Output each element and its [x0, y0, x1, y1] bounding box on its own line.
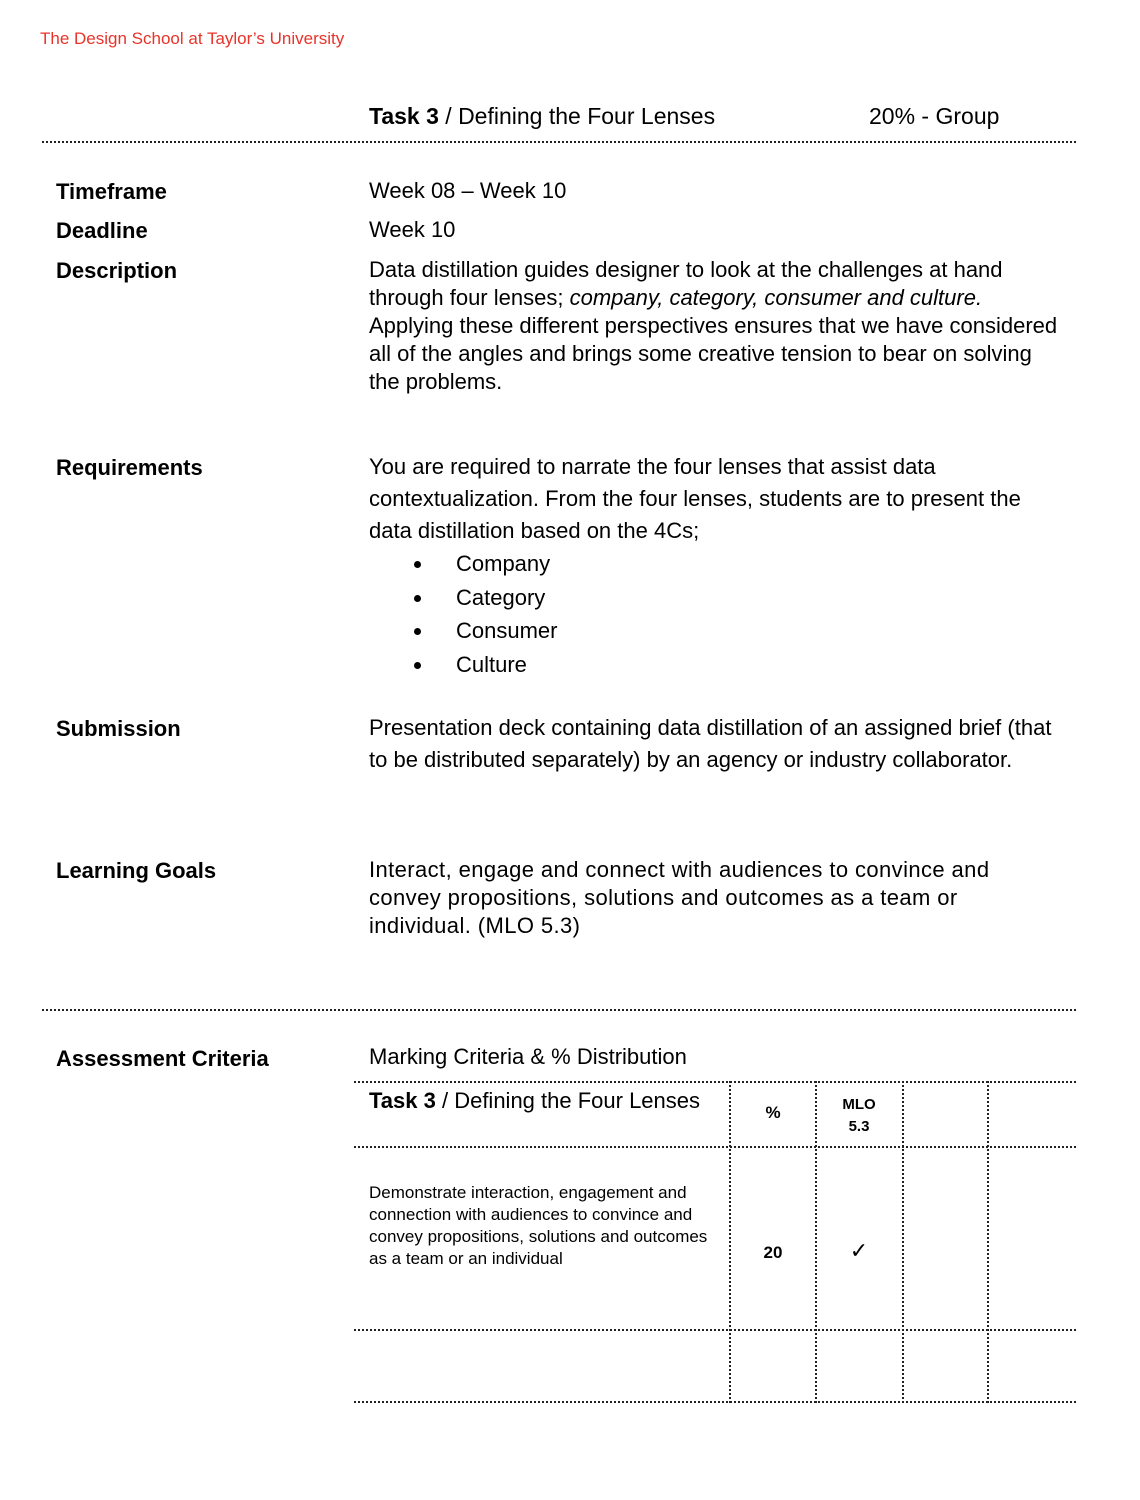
table-border — [354, 1329, 1076, 1331]
table-border — [354, 1146, 1076, 1148]
table-header-mlo-number: 5.3 — [848, 1118, 870, 1135]
list-item-label: Company — [456, 551, 551, 576]
table-border — [729, 1081, 731, 1403]
list-item-label: Category — [456, 584, 546, 610]
divider — [42, 141, 1076, 143]
table-border — [987, 1081, 989, 1403]
description-text — [369, 256, 1059, 396]
checkmark-icon: ✓ — [849, 1238, 869, 1263]
table-header-task-number: Task 3 — [369, 1088, 436, 1113]
learning-goals-label: Learning Goals — [56, 858, 217, 883]
description-text-part: Applying these different perspectives ensures that we have considered all of the angles and brings some creative tension to bear on solving the problems. — [369, 313, 1058, 394]
table-header-mlo — [816, 1094, 902, 1138]
table-row-percent: 20 — [763, 1243, 783, 1262]
task-title — [369, 103, 715, 130]
organization-header: The Design School at Taylor’s University — [40, 29, 345, 48]
table-header-mlo-label: MLO — [842, 1096, 876, 1113]
table-header-task-title: / Defining the Four Lenses — [435, 1088, 701, 1113]
task-name: / Defining the Four Lenses — [438, 103, 716, 129]
requirements-list — [369, 547, 1059, 681]
learning-goals-text: Interact, engage and connect with audiences to convince and convey propositions, solutions and outcomes as a team or individual. (MLO 5.3) — [369, 857, 990, 938]
description-label: Description — [56, 258, 178, 283]
deadline-value: Week 10 — [369, 217, 456, 242]
description-text-part: Data distillation guides designer to look at the challenges at hand through four lenses; — [369, 257, 1003, 310]
description-text-italic: company, category, consumer and culture. — [569, 285, 983, 310]
table-header-percent: % — [765, 1103, 781, 1122]
requirements-text: You are required to narrate the four lenses that assist data contextualization. From the four lenses, students are to present the data distillation based on the 4Cs; — [369, 454, 1021, 543]
timeframe-label: Timeframe — [56, 179, 167, 204]
table-header-task — [369, 1085, 719, 1117]
requirements-block — [369, 451, 1059, 681]
submission-label: Submission — [56, 716, 181, 741]
list-item-label: Consumer — [456, 618, 558, 643]
task-weight: 20% - Group — [869, 103, 1000, 129]
table-row-criterion: Demonstrate interaction, engagement and connection with audiences to convince and convey propositions, solutions and outcomes as a team or an individual — [369, 1183, 708, 1268]
timeframe-value: Week 08 – Week 10 — [369, 178, 567, 203]
bullet-icon — [414, 662, 421, 669]
bullet-icon — [414, 595, 421, 602]
deadline-label: Deadline — [56, 218, 148, 243]
submission-text: Presentation deck containing data distillation of an assigned brief (that to be distributed separately) by an agency or industry collaborator. — [369, 715, 1052, 772]
bullet-icon — [414, 561, 421, 568]
list-item — [369, 614, 1059, 648]
task-number: Task 3 — [369, 103, 439, 129]
bullet-icon — [414, 628, 421, 635]
marking-criteria-title: Marking Criteria & % Distribution — [369, 1044, 687, 1069]
assessment-label: Assessment Criteria — [56, 1046, 269, 1071]
list-item — [369, 648, 1059, 682]
list-item-label: Culture — [456, 651, 527, 677]
divider — [42, 1009, 1076, 1011]
requirements-label: Requirements — [56, 455, 203, 480]
list-item — [369, 581, 1059, 615]
marking-criteria-table — [354, 1081, 1076, 1403]
table-border — [354, 1081, 1076, 1083]
table-border — [354, 1401, 1076, 1403]
table-border — [902, 1081, 904, 1403]
list-item — [369, 547, 1059, 581]
